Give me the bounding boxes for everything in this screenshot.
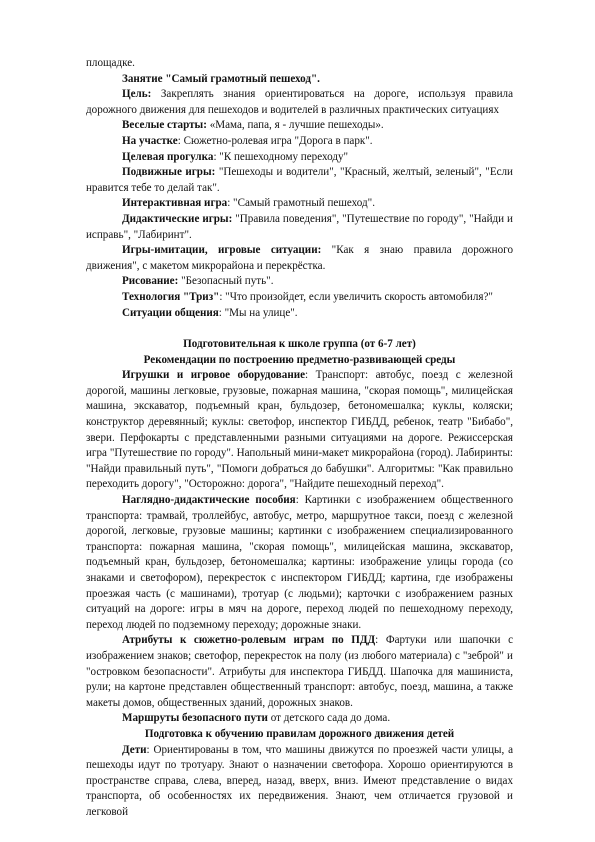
bold-label: Дидактические игры: (122, 212, 233, 225)
bold-label: Атрибуты к сюжетно-ролевым играм по ПДД (122, 634, 376, 647)
bold-label: На участке (122, 134, 178, 147)
paragraph-triz (86, 290, 513, 306)
bold-label: Ситуации общения (122, 306, 219, 319)
paragraph-lesson (86, 72, 513, 88)
bold-label: Цель: (122, 88, 152, 101)
paragraph-communication (86, 306, 513, 322)
section-children (86, 743, 513, 821)
paragraph-text: "Правила поведения", "Путешествие по городу", "Найди и исправь", "Лабиринт". (86, 212, 513, 241)
document-body (86, 56, 513, 821)
paragraph-text: Закреплять знания ориентироваться на дороге, используя правила дорожного движения для пешеходов и водителей в различных практических ситуациях (86, 88, 513, 116)
section-text: : Транспорт: автобус, поезд с железной дорогой, машины легковые, грузовые, пожарная машина, "скорая помощь", милицейская машина, экскаватор, подъемный кран, бульдозер, бетономешалка; куклы, коляски; конструктор деревянный; куклы: светофор, инспектор ГИБДД, ребенок, театр "Бибабо", звери. Перфокарты с представленными разными ситуациями на дороге. Режиссерская игра "Путешествие по городу". Напольный мини-макет микрорайона (город). Лабиринты: "Найди правильный путь", "Помоги добраться до бабушки". Алгоритмы: "Как правильно переходить дорогу", "Осторожно: дорога", "Найдите пешеходный переход". (86, 369, 513, 491)
paragraph-interactive-game (86, 196, 513, 212)
bold-label: Игры-имитации, игровые ситуации: (122, 244, 322, 257)
bold-label: Интерактивная игра (122, 197, 228, 210)
bold-label: Веселые старты: (122, 119, 207, 132)
bold-label: Рисование: (122, 275, 179, 288)
paragraph-text: "Как я знаю правила дорожного движения", с макетом микрорайона и перекрёстка. (86, 244, 513, 272)
heading-preparation: Подготовка к обучению правилам дорожного движения детей (144, 727, 455, 740)
paragraph-text: : "Самый грамотный пешеход". (227, 197, 375, 210)
paragraph-site (86, 134, 513, 150)
bold-label: Целевая прогулка (122, 150, 214, 163)
section-attributes (86, 633, 513, 711)
heading-recommendations: Рекомендации по построению предметно-развивающей среды (143, 353, 456, 366)
heading-group: Подготовительная к школе группа (от 6-7 лет) (183, 338, 416, 351)
paragraph-text: : "Мы на улице". (218, 306, 298, 319)
bold-label: Подвижные игры: (122, 166, 216, 179)
bold-label: Дети (122, 743, 147, 756)
bold-label: Игрушки и игровое оборудование (122, 369, 306, 382)
bold-label: Маршруты безопасного пути (122, 712, 268, 725)
paragraph-walk (86, 150, 513, 166)
section-text: от детского сада до дома. (267, 712, 391, 725)
paragraph-text: "Безопасный путь". (178, 275, 274, 288)
section-toys (86, 368, 513, 493)
paragraph-text: : "Что произойдет, если увеличить скорость автомобиля?" (219, 290, 493, 303)
text-line-continuation: площадке. (86, 57, 135, 69)
paragraph-text: "Пешеходы и водители", "Красный, желтый, зеленый", "Если нравится тебе то делай так". (86, 166, 513, 194)
section-text: : Ориентированы в том, что машины движутся по проезжей части улицы, а пешеходы идут по тротуару. Знают о назначении светофора. Хорошо ориентируются в пространстве справа, слева, вперед, назад, вверх, вниз. Имеют представление о видах транспорта, об особенностях их передвижения. Знают, чем отличается грузовой и легковой (86, 743, 513, 818)
bold-label: Занятие "Самый грамотный пешеход". (122, 72, 320, 85)
paragraph-drawing (86, 274, 513, 290)
paragraph-goal (86, 87, 513, 118)
section-visual-aids (86, 493, 513, 633)
bold-label: Наглядно-дидактические пособия (122, 494, 296, 507)
section-text: : Фартуки или шапочки с изображением знаков; светофор, перекресток на полу (из любого материала) с "зеброй" и "островком безопасности". Атрибуты для инспектора ГИБДД. Шапочка для машиниста, рули; на картоне представлен общественный транспорт: автобус, поезд, машина, а также макеты домов, общественных зданий, дорожных знаков. (86, 634, 513, 709)
section-routes (86, 711, 513, 727)
section-text: : Картинки с изображением общественного транспорта: трамвай, троллейбус, автобус, метро, маршрутное такси, поезд с железной дорогой, легковые, грузовые машины; картинки с изображением специализированного транспорта: пожарная машина, "скорая помощь", милицейская машина, экскаватор, подъемный кран, бульдозер, бетономешалка; картины: изображение улицы города (со знаками и светофором), перекресток с инспектором ГИБДД; картина, где изображены проезжая часть (с машинами), тротуар (с людьми); карточки с изображением разных ситуаций на дороге: игры в мяч на дороге, переход людей по пешеходному переходу, переход людей по подземному переходу; дорожные знаки. (86, 494, 513, 631)
spacer (86, 321, 513, 337)
paragraph-starts (86, 118, 513, 134)
paragraph-imitation-games (86, 243, 513, 274)
paragraph-didactic-games (86, 212, 513, 243)
paragraph-text: : "К пешеходному переходу" (213, 150, 349, 163)
paragraph-active-games (86, 165, 513, 196)
paragraph-text: : Сюжетно-ролевая игра "Дорога в парк". (177, 134, 373, 147)
bold-label: Технология "Триз" (122, 290, 220, 303)
paragraph-text: «Мама, папа, я - лучшие пешеходы». (206, 119, 384, 132)
